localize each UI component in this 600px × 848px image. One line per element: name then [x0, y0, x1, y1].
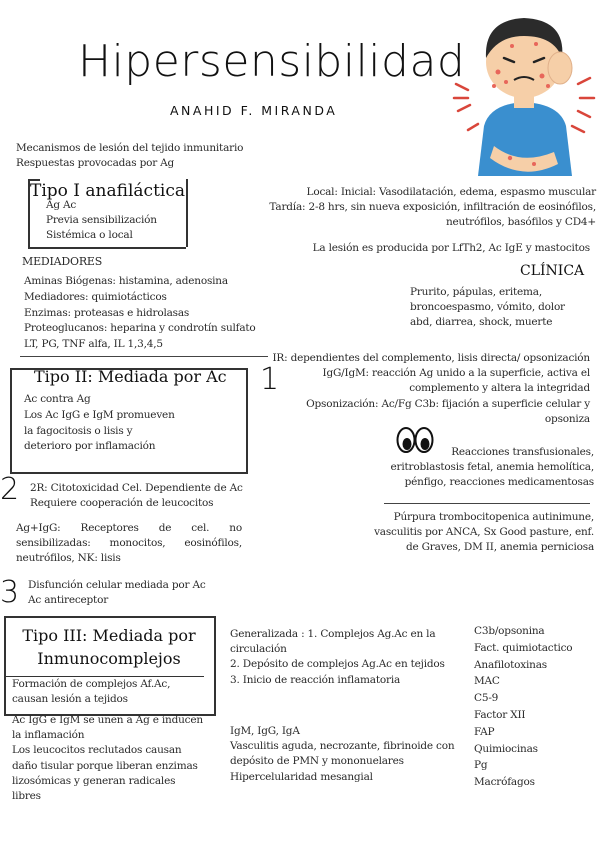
- type3-heading: Tipo III: Mediada por Inmunocomplejos: [22, 626, 196, 669]
- type2-diseases: Púrpura trombocitopenica autinimune, vasculitis por ANCA, Sx Good pasture, enf. de Graves, DM II, anemia perniciosa: [374, 511, 594, 554]
- type3-box-text: Formación de complejos Af.Ac, causan lesión a tejidos: [12, 678, 171, 706]
- mechanism-3-number: 3: [0, 575, 20, 610]
- type2-heading: Tipo II: Mediada por Ac: [34, 367, 227, 386]
- mechanism-3-text: Disfunción celular mediada por Ac Ac antireceptor: [28, 579, 206, 607]
- mechanism-1-number: 1: [260, 362, 280, 397]
- reactions-divider: [384, 503, 590, 504]
- mechanism-2-number: 2: [0, 472, 20, 507]
- mediators-heading: MEDIADORES: [22, 255, 103, 268]
- type1-box-text: Ag Ac Previa sensibilización Sistémica o local: [46, 199, 157, 242]
- type1-box-bottom-line: [28, 247, 186, 249]
- mechanism-2-detail: Ag+IgG: Receptores de cel. no sensibilizadas: monocitos, eosinófilos, neutrófilos, NK: lisis: [16, 522, 242, 565]
- type2-box-bottom-line: [10, 472, 248, 474]
- type1-local-text: Local: Inicial: Vasodilatación, edema, espasmo muscular Tardía: 2-8 hrs, sin nueva exposición, infiltración de eosinófilos, neutrófilos, basófilos y CD4+: [269, 186, 596, 229]
- mechanism-2-text: 2R: Citotoxicidad Cel. Dependiente de Ac Requiere cooperación de leucocitos: [30, 482, 243, 510]
- type3-mediators: C3b/opsonina Fact. quimiotactico Anafilotoxinas MAC C5-9 Factor XII FAP Quimiocinas Pg Macrófagos: [474, 625, 573, 789]
- type2-box-text: Ac contra Ag Los Ac IgG e IgM promueven la fagocitosis o lisis y deterioro por inflamación: [24, 393, 175, 453]
- type3-text: Ac IgG e IgM se unen a Ag e inducen la inflamación Los leucocitos reclutados causan daño tisular porque liberan enzimas lizosómicas y generan radicales libres: [12, 714, 203, 803]
- page-title: Hipersensibilidad: [78, 36, 466, 87]
- type1-lesion-text: La lesión es producida por LfTh2, Ac IgE y mastocitos: [312, 242, 590, 254]
- clinic-list: Prurito, pápulas, eritema, broncoespasmo, vómito, dolor abd, diarrea, shock, muerte: [410, 286, 565, 329]
- mediators-list: Aminas Biógenas: histamina, adenosina Mediadores: quimiotácticos Enzimas: proteasas e hidrolasas Proteoglucanos: heparina y condrotín sulfato LT, PG, TNF alfa, IL 1,3,4,5: [24, 275, 256, 350]
- section-divider: [20, 356, 268, 357]
- mechanism-1-text: IR: dependientes del complemento, lisis directa/ opsonización IgG/IgM: reacción Ag unido a la superficie, activa el complemento y altera la integridad Opsonización: Ac/Fg C3b: fijación a superficie celular y opsoniza: [272, 352, 590, 425]
- type1-heading: Tipo I anafiláctica: [30, 181, 185, 201]
- intro-text: Mecanismos de lesión del tejido inmunitario Respuestas provocadas por Ag: [16, 142, 244, 170]
- sick-child-icon: [450, 6, 598, 186]
- type3-generalizada: Generalizada : 1. Complejos Ag.Ac en la circulación 2. Depósito de complejos Ag.Ac en tejidos 3. Inicio de reacción inflamatoria: [230, 628, 445, 686]
- type3-vasculitis: IgM, IgG, IgA Vasculitis aguda, necrozante, fibrinoide con depósito de PMN y mononuelares Hipercelularidad mesangial: [230, 725, 455, 783]
- clinic-heading: CLÍNICA: [520, 263, 585, 279]
- author-name: ANAHID F. MIRANDA: [170, 103, 338, 118]
- type2-reactions: Reacciones transfusionales, eritroblastosis fetal, anemia hemolítica, pénfigo, reacciones medicamentosas: [390, 446, 594, 489]
